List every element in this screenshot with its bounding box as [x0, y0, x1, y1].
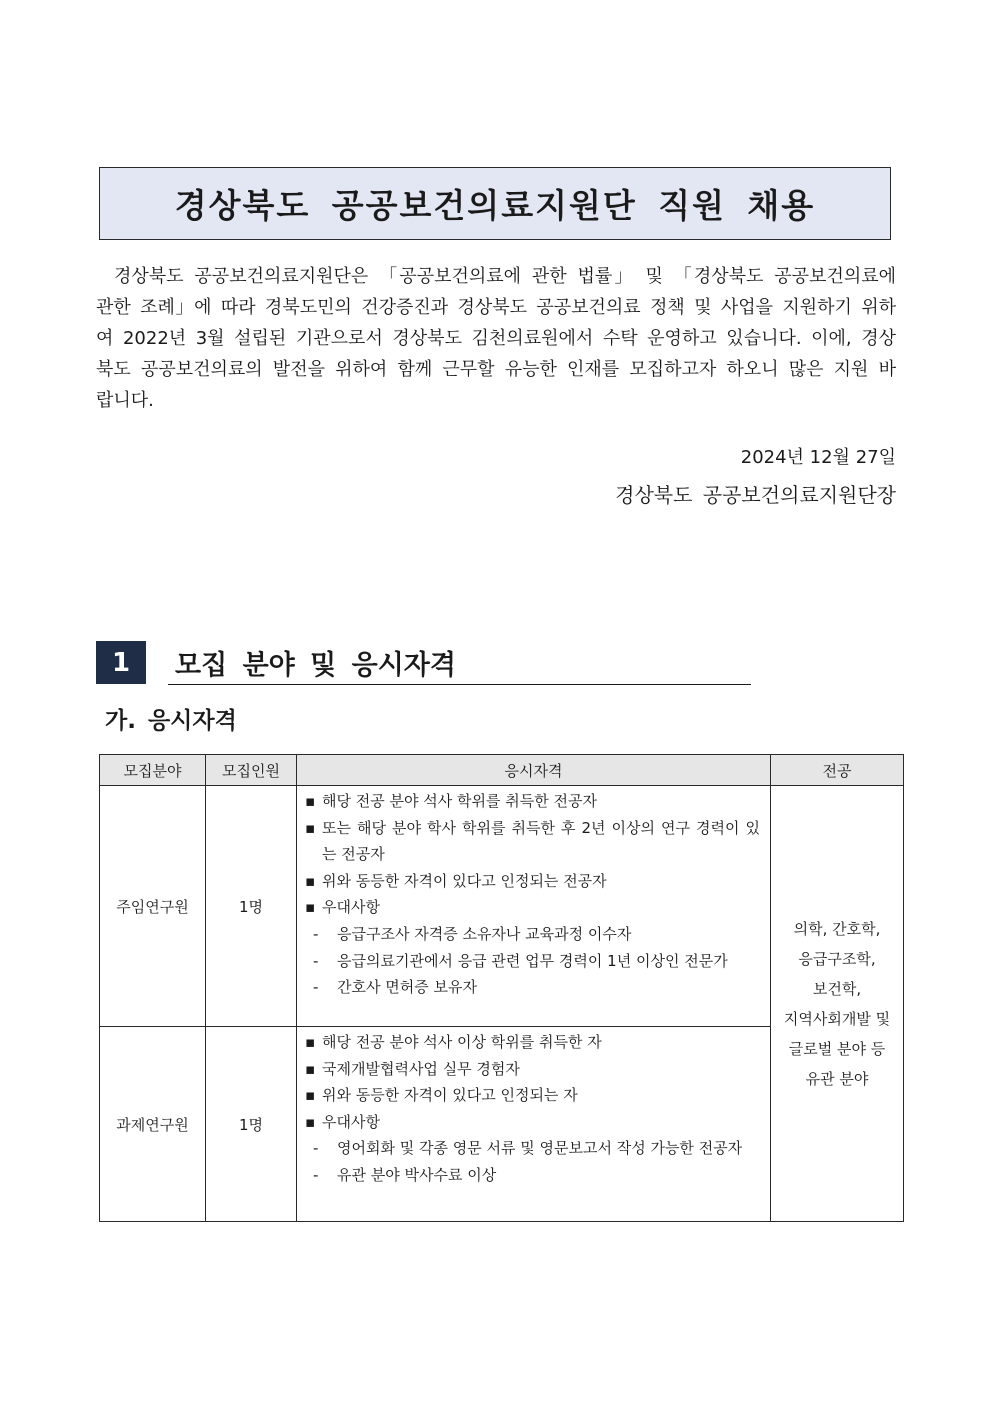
qual-item: ▪ 우대사항 — [305, 894, 760, 921]
header-qualifications: 응시자격 — [297, 755, 771, 786]
dash-marker: - — [313, 951, 319, 970]
qual-subitem: - 유관 분야 박사수료 이상 — [305, 1162, 760, 1189]
table-header-row — [100, 755, 904, 786]
qual-item: ▪ 국제개발협력사업 실무 경험자 — [305, 1056, 760, 1083]
qual-subitem: - 영어회화 및 각종 영문 서류 및 영문보고서 작성 가능한 전공자 — [305, 1135, 760, 1162]
major-cell — [771, 786, 904, 1222]
quals-cell — [297, 786, 771, 1027]
major-line: 의학, 간호학, — [793, 919, 881, 938]
table-row — [100, 786, 904, 1027]
header-major: 전공 — [771, 755, 904, 786]
header-count: 모집인원 — [206, 755, 297, 786]
bullet-marker: ▪ — [305, 792, 316, 810]
intro-text: 경상북도 공공보건의료지원단은 「공공보건의료에 관한 법률」 및 「경상북도 공공보건의료에 관한 조례」에 따라 경북도민의 건강증진과 경상북도 공공보건의료 정책 및 사업을 지원하기 위하여 2022년 3월 설립된 기관으로서 경상북도 김천의료원에서 수탁 운영하고 있습니다. 이에, 경상북도 공공보건의료의 발전을 위하여 함께 근무할 유능한 인재를 모집하고자 하오니 많은 지원 바랍니다. — [96, 266, 896, 411]
intro-paragraph — [96, 261, 896, 416]
dash-marker: - — [313, 924, 319, 943]
bullet-marker: ▪ — [305, 898, 316, 917]
bullet-marker: ▪ — [305, 1059, 316, 1078]
qual-subitem: - 응급의료기관에서 응급 관련 업무 경력이 1년 이상인 전문가 — [305, 948, 760, 975]
count-cell: 1명 — [206, 1027, 297, 1222]
bullet-marker: ▪ — [305, 1033, 316, 1051]
major-line: 응급구조학, — [798, 949, 876, 968]
title-box — [99, 167, 891, 240]
qual-item: ▪ 우대사항 — [305, 1109, 760, 1136]
qual-item: ▪ 해당 전공 분야 석사 학위를 취득한 전공자 — [305, 788, 760, 815]
qual-item: ▪ 또는 해당 분야 학사 학위를 취득한 후 2년 이상의 연구 경력이 있는 전공자 — [305, 815, 760, 868]
major-line: 유관 분야 — [805, 1069, 869, 1088]
field-cell: 주임연구원 — [100, 786, 206, 1027]
field-cell: 과제연구원 — [100, 1027, 206, 1222]
dash-marker: - — [313, 1139, 319, 1158]
qual-item: ▪ 해당 전공 분야 석사 이상 학위를 취득한 자 — [305, 1029, 760, 1056]
bullet-marker: ▪ — [305, 1086, 316, 1105]
major-line: 보건학, — [812, 979, 862, 998]
dash-marker: - — [313, 1165, 319, 1184]
section-underline — [168, 684, 751, 685]
subsection-title: 가. 응시자격 — [105, 708, 237, 734]
major-line: 글로벌 분야 등 — [788, 1039, 886, 1058]
count-cell: 1명 — [206, 786, 297, 1027]
qual-item: ▪ 위와 동등한 자격이 있다고 인정되는 자 — [305, 1082, 760, 1109]
dash-marker: - — [313, 978, 319, 997]
quals-cell — [297, 1027, 771, 1222]
qualifications-table — [99, 754, 904, 1222]
bullet-marker: ▪ — [305, 1112, 316, 1131]
announcement-date: 2024년 12월 27일 — [740, 447, 896, 468]
bullet-marker: ▪ — [305, 871, 316, 890]
organization-signature: 경상북도 공공보건의료지원단장 — [615, 483, 896, 507]
section-number: 1 — [96, 641, 146, 684]
header-field: 모집분야 — [100, 755, 206, 786]
qual-subitem: - 응급구조사 자격증 소유자나 교육과정 이수자 — [305, 921, 760, 948]
major-line: 지역사회개발 및 — [783, 1009, 891, 1028]
qual-subitem: - 간호사 면허증 보유자 — [305, 974, 760, 1001]
bullet-marker: ▪ — [305, 818, 316, 837]
qual-item: ▪ 위와 동등한 자격이 있다고 인정되는 전공자 — [305, 868, 760, 895]
page-title: 경상북도 공공보건의료지원단 직원 채용 — [174, 186, 816, 225]
section-title: 모집 분야 및 응시자격 — [175, 650, 456, 681]
